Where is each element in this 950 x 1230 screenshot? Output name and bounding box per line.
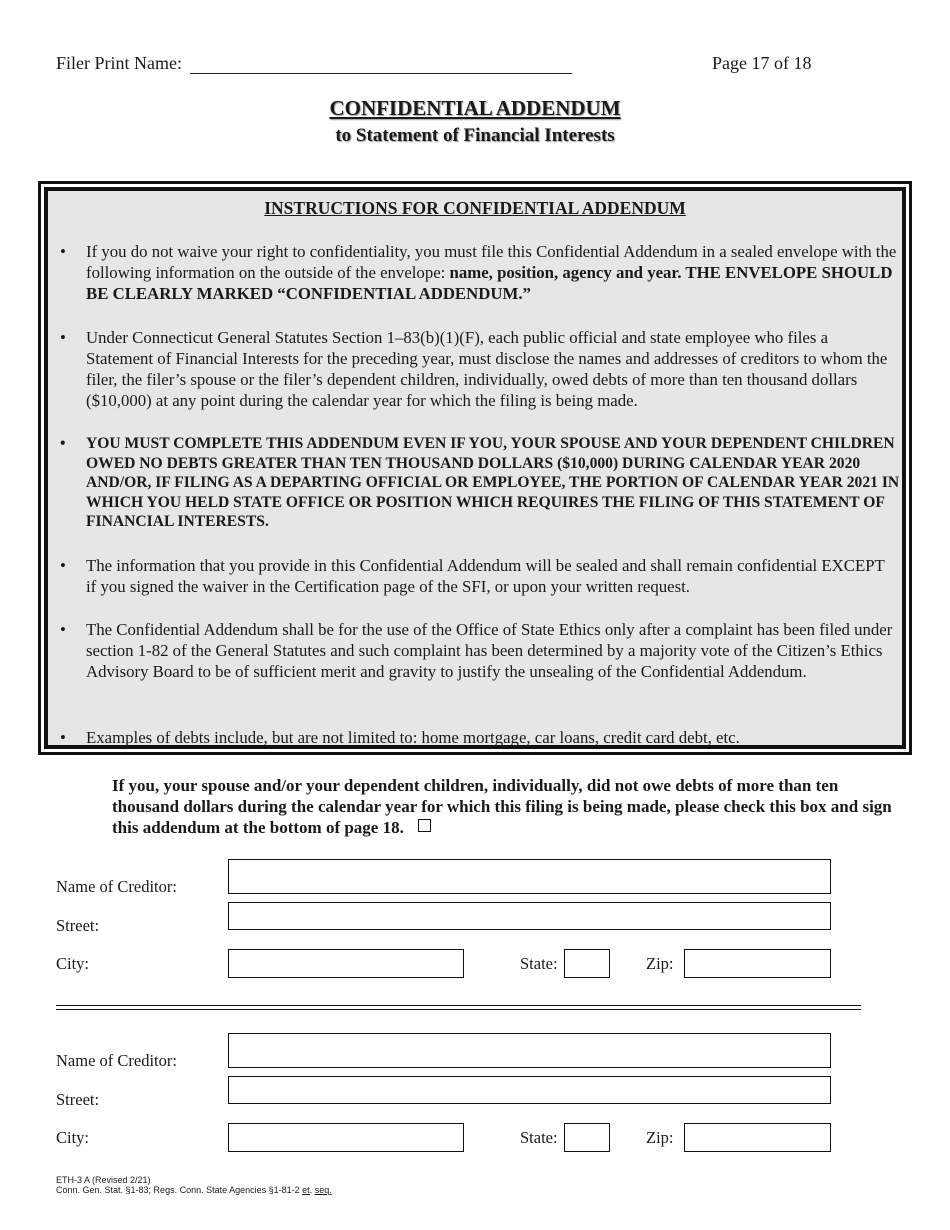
instruction-text: Under Connecticut General Statutes Section 1–83(b)(1)(F), each public official and state employee who files a Statement of Financial Interests for the preceding year, must disclose the names and addresses of creditors to whom the filer, the filer’s spouse or the filer’s dependent children, individually, owed debts of more than ten thousand dollars ($10,000) at any point during the calendar year for which the filing is being made. bbox=[86, 328, 888, 410]
instruction-text: YOU MUST COMPLETE THIS ADDENDUM EVEN IF YOU, YOUR SPOUSE AND YOUR DEPENDENT CHILDREN OWED NO DEBTS GREATER THAN TEN THOUSAND DOLLARS ($10,000) DURING CALENDAR YEAR 2020 AND/OR, IF FILING AS A DEPARTING OFFICIAL OR EMPLOYEE, THE PORTION OF CALENDAR YEAR 2021 IN WHICH YOU HELD STATE OFFICE OR POSITION WHICH REQUIRES THE FILING OF THIS STATEMENT OF FINANCIAL INTERESTS. bbox=[86, 435, 900, 530]
state-label: State: bbox=[520, 954, 558, 973]
citation-et: et bbox=[302, 1185, 310, 1195]
form-footer bbox=[56, 1175, 332, 1195]
statute-citation bbox=[56, 1185, 332, 1195]
bullet-icon: • bbox=[60, 728, 66, 747]
street-input[interactable] bbox=[228, 902, 831, 930]
creditor-name-input[interactable] bbox=[228, 1033, 831, 1068]
citation-seq: seq. bbox=[314, 1185, 332, 1195]
instruction-text-bold: name, position, agency and year. THE ENVELOPE SHOULD BE CLEARLY MARKED “CONFIDENTIAL ADDENDUM.” bbox=[86, 263, 893, 303]
zip-input[interactable] bbox=[684, 1123, 831, 1152]
instruction-text: Examples of debts include, but are not limited to: home mortgage, car loans, credit card debt, etc. bbox=[86, 728, 740, 747]
street-label: Street: bbox=[56, 916, 100, 935]
zip-input[interactable] bbox=[684, 949, 831, 978]
city-input[interactable] bbox=[228, 949, 464, 978]
citation-text: Conn. Gen. Stat. §1-83; Regs. Conn. State Agencies §1-81-2 bbox=[56, 1185, 300, 1195]
city-label: City: bbox=[56, 954, 90, 973]
creditor-name-label: Name of Creditor: bbox=[56, 1051, 177, 1070]
page-title: CONFIDENTIAL ADDENDUM bbox=[329, 96, 621, 120]
bullet-icon: • bbox=[60, 556, 66, 575]
filer-name-label: Filer Print Name: bbox=[56, 53, 182, 73]
creditor-name-input[interactable] bbox=[228, 859, 831, 894]
instructions-box-inner bbox=[44, 187, 906, 749]
instructions-box bbox=[38, 181, 912, 755]
no-debt-statement bbox=[112, 775, 902, 838]
instruction-text: The information that you provide in this Confidential Addendum will be sealed and shall remain confidential EXCEPT if you signed the waiver in the Certification page of the SFI, or upon your written request. bbox=[86, 556, 885, 596]
page-number: Page 17 of 18 bbox=[712, 53, 812, 73]
state-input[interactable] bbox=[564, 949, 610, 978]
instruction-text bbox=[86, 241, 898, 304]
creditor-name-label: Name of Creditor: bbox=[56, 877, 177, 896]
form-revision: ETH-3 A (Revised 2/21) bbox=[56, 1175, 151, 1185]
state-label: State: bbox=[520, 1128, 558, 1147]
instructions-heading: INSTRUCTIONS FOR CONFIDENTIAL ADDENDUM bbox=[264, 198, 686, 218]
section-divider bbox=[56, 1005, 861, 1010]
no-debt-checkbox[interactable] bbox=[418, 819, 431, 832]
street-label: Street: bbox=[56, 1090, 100, 1109]
zip-label: Zip: bbox=[646, 954, 674, 973]
filer-name-field[interactable] bbox=[190, 55, 572, 74]
filer-print-name-row bbox=[56, 53, 572, 74]
instruction-text: The Confidential Addendum shall be for the use of the Office of State Ethics only after a complaint has been filed under section 1-82 of the General Statutes and such complaint has been determined by a majority vote of the Citizen’s Ethics Advisory Board to be of sufficient merit and gravity to justify the unsealing of the Confidential Addendum. bbox=[86, 620, 893, 681]
instruction-text-part: If you do not waive your right to confidentiality, you must file this Confidential Addendum in a sealed envelope with the following information on the outside of the envelope: bbox=[86, 242, 897, 282]
city-label: City: bbox=[56, 1128, 90, 1147]
no-debt-text: If you, your spouse and/or your dependent children, individually, did not owe debts of more than ten thousand dollars during the calendar year for which this filing is being made, please check this box and sign this addendum at the bottom of page 18. bbox=[112, 776, 892, 837]
state-input[interactable] bbox=[564, 1123, 610, 1152]
street-input[interactable] bbox=[228, 1076, 831, 1104]
bullet-icon: • bbox=[60, 435, 66, 452]
zip-label: Zip: bbox=[646, 1128, 674, 1147]
bullet-icon: • bbox=[60, 242, 66, 261]
bullet-icon: • bbox=[60, 620, 66, 639]
city-input[interactable] bbox=[228, 1123, 464, 1152]
page-subtitle: to Statement of Financial Interests bbox=[335, 125, 615, 146]
bullet-icon: • bbox=[60, 328, 66, 347]
citation-sep: . bbox=[309, 1185, 315, 1195]
